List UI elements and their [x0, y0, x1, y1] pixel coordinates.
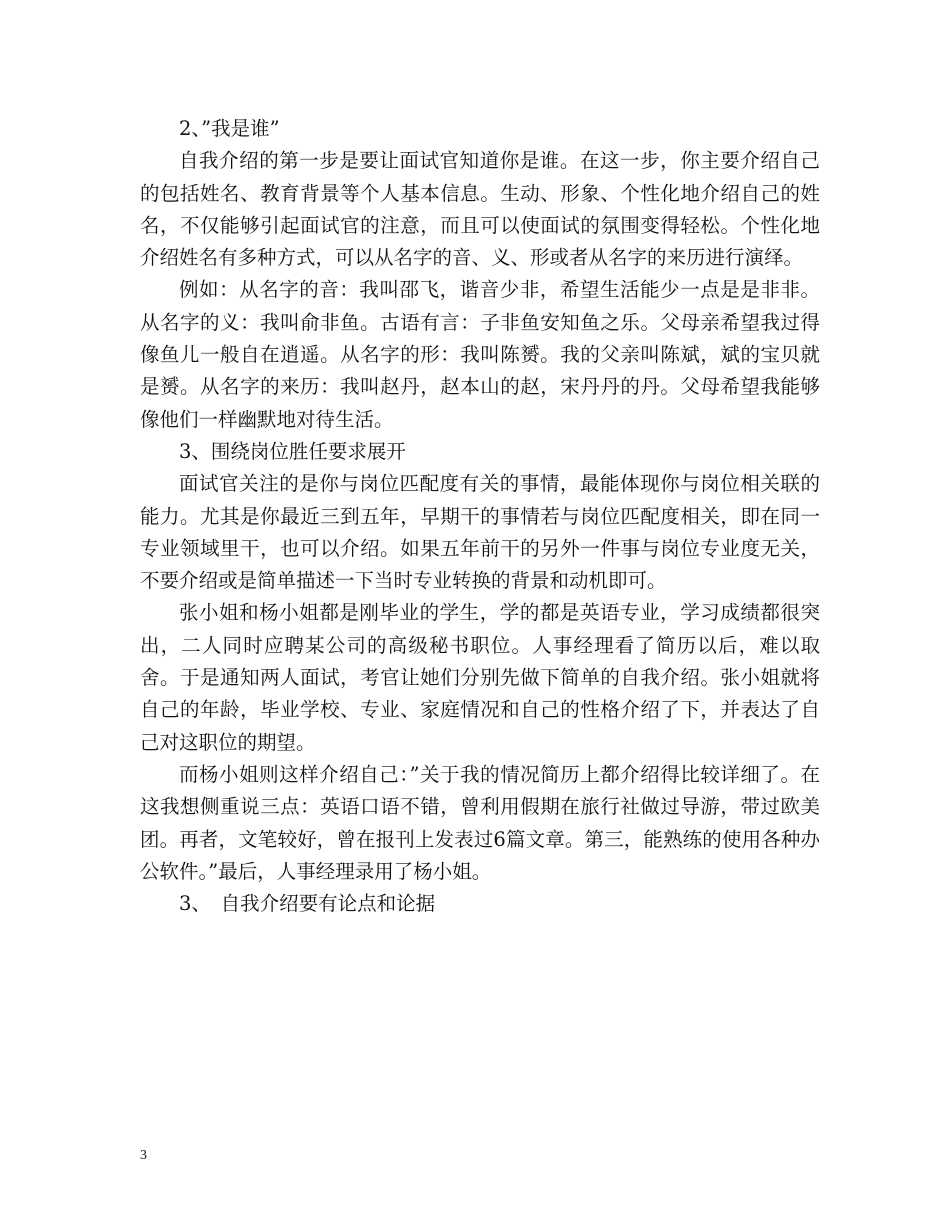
page-number: 3 [140, 1148, 147, 1163]
heading-job-requirements: 3、围绕岗位胜任要求展开 [179, 439, 406, 463]
paragraph-self-intro-step-one: 自我介绍的第一步是要让面试官知道你是谁。在这一步，你主要介绍自己的包括姓名、教育背景等个人基本信息。生动、形象、个性化地介绍自己的姓名，不仅能够引起面试官的注意，而且可以使面试的氛围变得轻松。个性化地介绍姓名有多种方式，可以从名字的音、义、形或者从名字的来历进行演绎。 [140, 149, 820, 270]
heading-who-am-i: 2、”我是谁” [179, 117, 280, 140]
document-body [140, 113, 820, 920]
paragraph-job-match: 面试官关注的是你与岗位匹配度有关的事情，最能体现你与岗位相关联的能力。尤其是你最近三到五年，早期干的事情若与岗位匹配度相关，即在同一专业领域里干，也可以介绍。如果五年前干的另外一件事与岗位专业度无关，不要介绍或是简单描述一下当时专业转换的背景和动机即可。 [140, 472, 820, 593]
paragraph-zhang-yang-story: 张小姐和杨小姐都是刚毕业的学生，学的都是英语专业，学习成绩都很突出，二人同时应聘某公司的高级秘书职位。人事经理看了简历以后，难以取舍。于是通知两人面试，考官让她们分别先做下简单的自我介绍。张小姐就将自己的年龄，毕业学校、专业、家庭情况和自己的性格介绍了下，并表达了自己对这职位的期望。 [140, 601, 820, 754]
heading-arguments-evidence: 3、 自我介绍要有论点和论据 [179, 892, 436, 916]
paragraph-yang-intro: 而杨小姐则这样介绍自己：”关于我的情况简历上都介绍得比较详细了。在这我想侧重说三点：英语口语不错，曾利用假期在旅行社做过导游，带过欧美团。再者，文笔较好，曾在报刊上发表过6篇文章。第三，能熟练的使用各种办公软件。”最后，人事经理录用了杨小姐。 [140, 762, 820, 883]
paragraph-name-examples: 例如：从名字的音：我叫邵飞，谐音少非，希望生活能少一点是是非非。从名字的义：我叫俞非鱼。古语有言：子非鱼安知鱼之乐。父母亲希望我过得像鱼儿一般自在逍遥。从名字的形：我叫陈赟。我的父亲叫陈斌，斌的宝贝就是赟。从名字的来历：我叫赵丹，赵本山的赵，宋丹丹的丹。父母希望我能够像他们一样幽默地对待生活。 [140, 278, 820, 431]
